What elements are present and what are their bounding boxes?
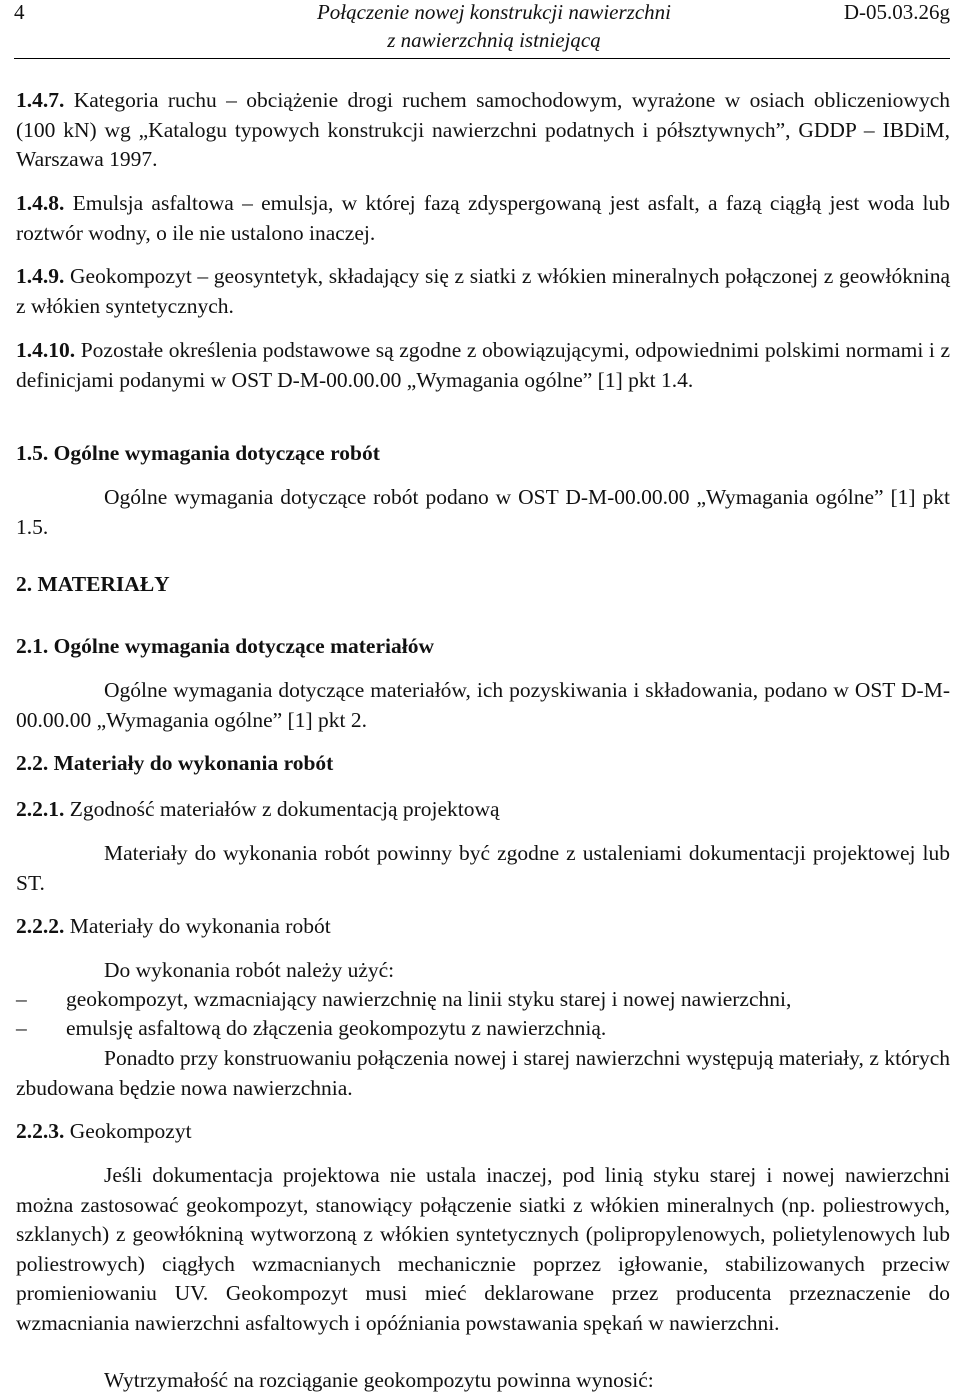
section-number: 1.4.8.	[16, 191, 65, 215]
definition-text: Emulsja asfaltowa – emulsja, w której fazą zdyspergowaną jest asfalt, a fazą ciągłą jest woda lub roztwór wodny, o ile nie ustalono inaczej.	[16, 191, 951, 245]
header-title	[214, 0, 774, 54]
document-code: D-05.03.26g	[843, 0, 950, 24]
section-2-2-3-heading: 2.2.3. Geokompozyt	[16, 1119, 192, 1143]
section-2-2-2-intro: Do wykonania robót należy użyć:	[104, 958, 395, 982]
section-2-1-heading: 2.1. Ogólne wymagania dotyczące materiałów	[16, 634, 434, 658]
section-2-2-1-text: Materiały do wykonania robót powinny być zgodne z ustaleniami dokumentacji projektowej lub ST.	[16, 841, 950, 895]
section-2-2-2-heading: 2.2.2. Materiały do wykonania robót	[16, 914, 331, 938]
section-number: 1.4.9.	[16, 264, 65, 288]
section-2-2-2-text: Ponadto przy konstruowaniu połączenia nowej i starej nawierzchni występują materiały, z których zbudowana będzie nowa nawierzchnia.	[16, 1046, 950, 1100]
section-1-5-heading: 1.5. Ogólne wymagania dotyczące robót	[16, 441, 380, 465]
definition-1-4-7	[16, 86, 950, 175]
definition-text: Geokompozyt – geosyntetyk, składający się z siatki z włókien mineralnych połączonej z geowłókniną z włókien syntetycznych.	[16, 264, 951, 318]
page-number: 4	[14, 0, 25, 24]
list-item-text: emulsję asfaltową do złączenia geokompozytu z nawierzchnią.	[66, 1016, 607, 1040]
definition-1-4-8	[16, 189, 950, 248]
definition-1-4-9	[16, 262, 950, 321]
header-title-line2: z nawierzchnią istniejącą	[387, 28, 601, 52]
definition-text: Pozostałe określenia podstawowe są zgodne z obowiązującymi, odpowiednimi polskimi normami i z definicjami podanymi w OST D-M-00.00.00 „Wymagania ogólne” [1] pkt 1.4.	[16, 338, 950, 392]
list-item-text: geokompozyt, wzmacniający nawierzchnię na linii styku starej i nowej nawierzchni,	[66, 987, 792, 1011]
definition-text: Kategoria ruchu – obciążenie drogi ruchem samochodowym, wyrażone w osiach obliczeniowych (100 kN) wg „Katalogu typowych konstrukcji nawierzchni podatnych i półsztywnych”, GDDP – IBDiM, Warszawa 1997.	[16, 88, 950, 171]
section-2-2-3-last: Wytrzymałość na rozciąganie geokompozytu powinna wynosić:	[104, 1368, 654, 1392]
section-2-heading: 2. MATERIAŁY	[16, 572, 170, 596]
section-2-2-heading: 2.2. Materiały do wykonania robót	[16, 751, 334, 775]
definition-1-4-10	[16, 336, 950, 395]
section-number: 1.4.7.	[16, 88, 65, 112]
section-2-2-3-text: Jeśli dokumentacja projektowa nie ustala inaczej, pod linią styku starej i nowej nawierzchni można zastosować geokompozyt, stanowiący połączenie siatki z włókien mineralnych (np. poliestrowych, szklanych) z geowłókniną wytworzoną z włókien syntetycznych (polipropylenowych, polietylenowych lub poliestrowych) ciągłych wzmacnianych mechanicznie poprzez igłowanie, stabilizowanych przeciw promieniowaniu UV. Geokompozyt musi mieć deklarowane przez producenta przeznaczenie do wzmacniania nawierzchni asfaltowych i opóźniania powstawania spękań w nawierzchni.	[16, 1163, 950, 1335]
header-title-line1: Połączenie nowej konstrukcji nawierzchni	[316, 0, 672, 24]
list-dash: –	[16, 987, 27, 1011]
section-2-2-1-heading: 2.2.1. Zgodność materiałów z dokumentacją projektową	[16, 797, 500, 821]
list-dash: –	[16, 1016, 27, 1040]
section-1-5-text: Ogólne wymagania dotyczące robót podano w OST D-M-00.00.00 „Wymagania ogólne” [1] pkt 1.5.	[16, 485, 950, 539]
section-number: 1.4.10.	[16, 338, 76, 362]
section-2-1-text: Ogólne wymagania dotyczące materiałów, ich pozyskiwania i składowania, podano w OST D-M-00.00.00 „Wymagania ogólne” [1] pkt 2.	[16, 678, 950, 732]
page-header	[14, 0, 950, 59]
